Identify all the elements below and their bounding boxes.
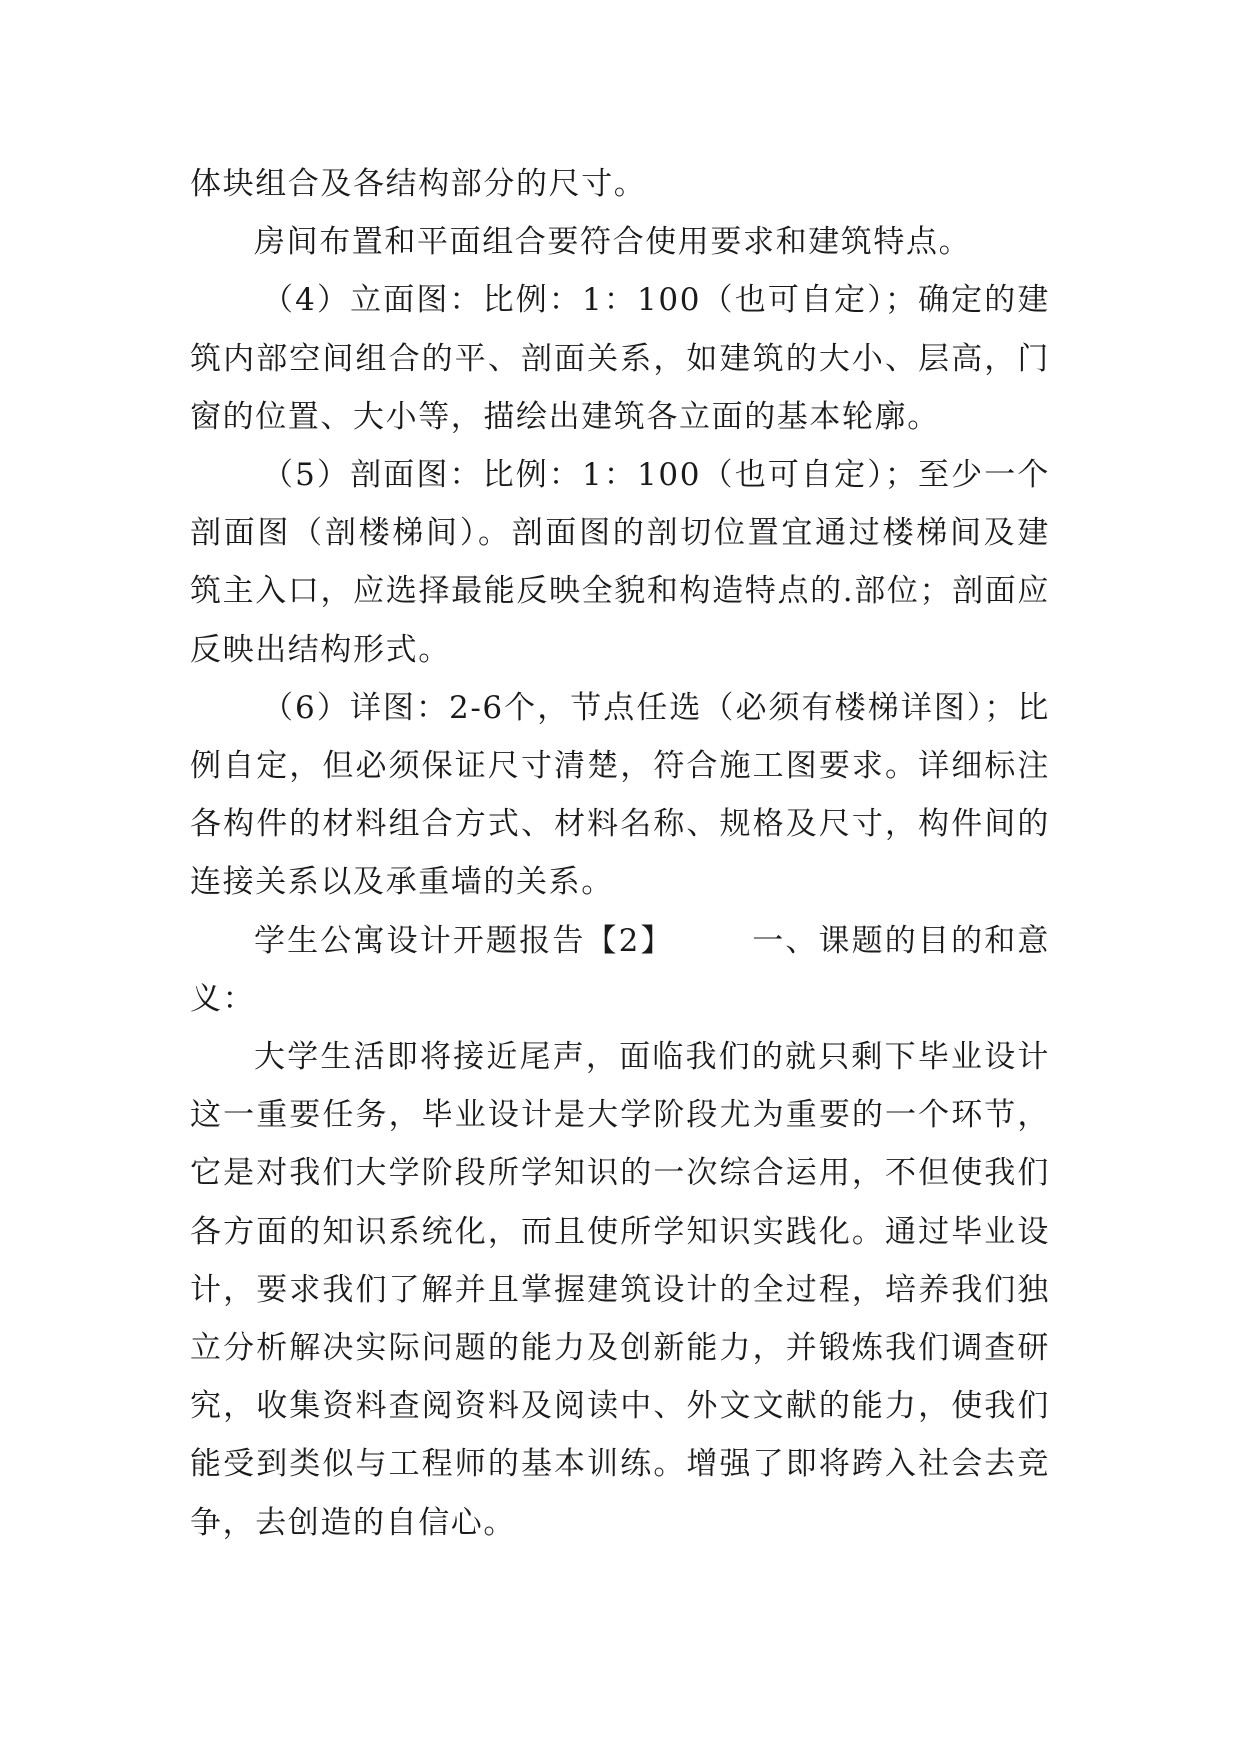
report-title: 学生公寓设计开题报告【2】	[254, 922, 674, 959]
paragraph-continuation: 体块组合及各结构部分的尺寸。	[190, 166, 647, 202]
paragraph-elevation: （4）立面图：比例：1：100（也可自定）；确定的建筑内部空间组合的平、剖面关系，如建筑的大小、层高，门窗的位置、大小等，描绘出建筑各立面的基本轮廓。	[190, 282, 1050, 435]
paragraph-purpose: 大学生活即将接近尾声，面临我们的就只剩下毕业设计这一重要任务，毕业设计是大学阶段尤为重要的一个环节，它是对我们大学阶段所学知识的一次综合运用，不但使我们各方面的知识系统化，而且使所学知识实践化。通过毕业设计，要求我们了解并且掌握建筑设计的全过程，培养我们独立分析解决实际问题的能力及创新能力，并锻炼我们调查研究，收集资料查阅资料及阅读中、外文文献的能力，使我们能受到类似与工程师的基本训练。增强了即将跨入社会去竞争，去创造的自信心。	[190, 1039, 1050, 1541]
section-heading: 一、课题的目的和意义：	[190, 922, 1050, 1017]
paragraph-section: （5）剖面图：比例：1：100（也可自定）；至少一个剖面图（剖楼梯间）。剖面图的剖切位置宜通过楼梯间及建筑主入口，应选择最能反映全貌和构造特点的.部位；剖面应反映出结构形式。	[190, 457, 1050, 668]
document-body	[190, 155, 1050, 1552]
paragraph-detail: （6）详图：2-6个，节点任选（必须有楼梯详图）；比例自定，但必须保证尺寸清楚，符合施工图要求。详细标注各构件的材料组合方式、材料名称、规格及尺寸，构件间的连接关系以及承重墙的关系。	[190, 689, 1050, 901]
paragraph-room-layout: 房间布置和平面组合要符合使用要求和建筑特点。	[254, 224, 972, 261]
paragraph-report-heading	[190, 912, 1050, 1028]
